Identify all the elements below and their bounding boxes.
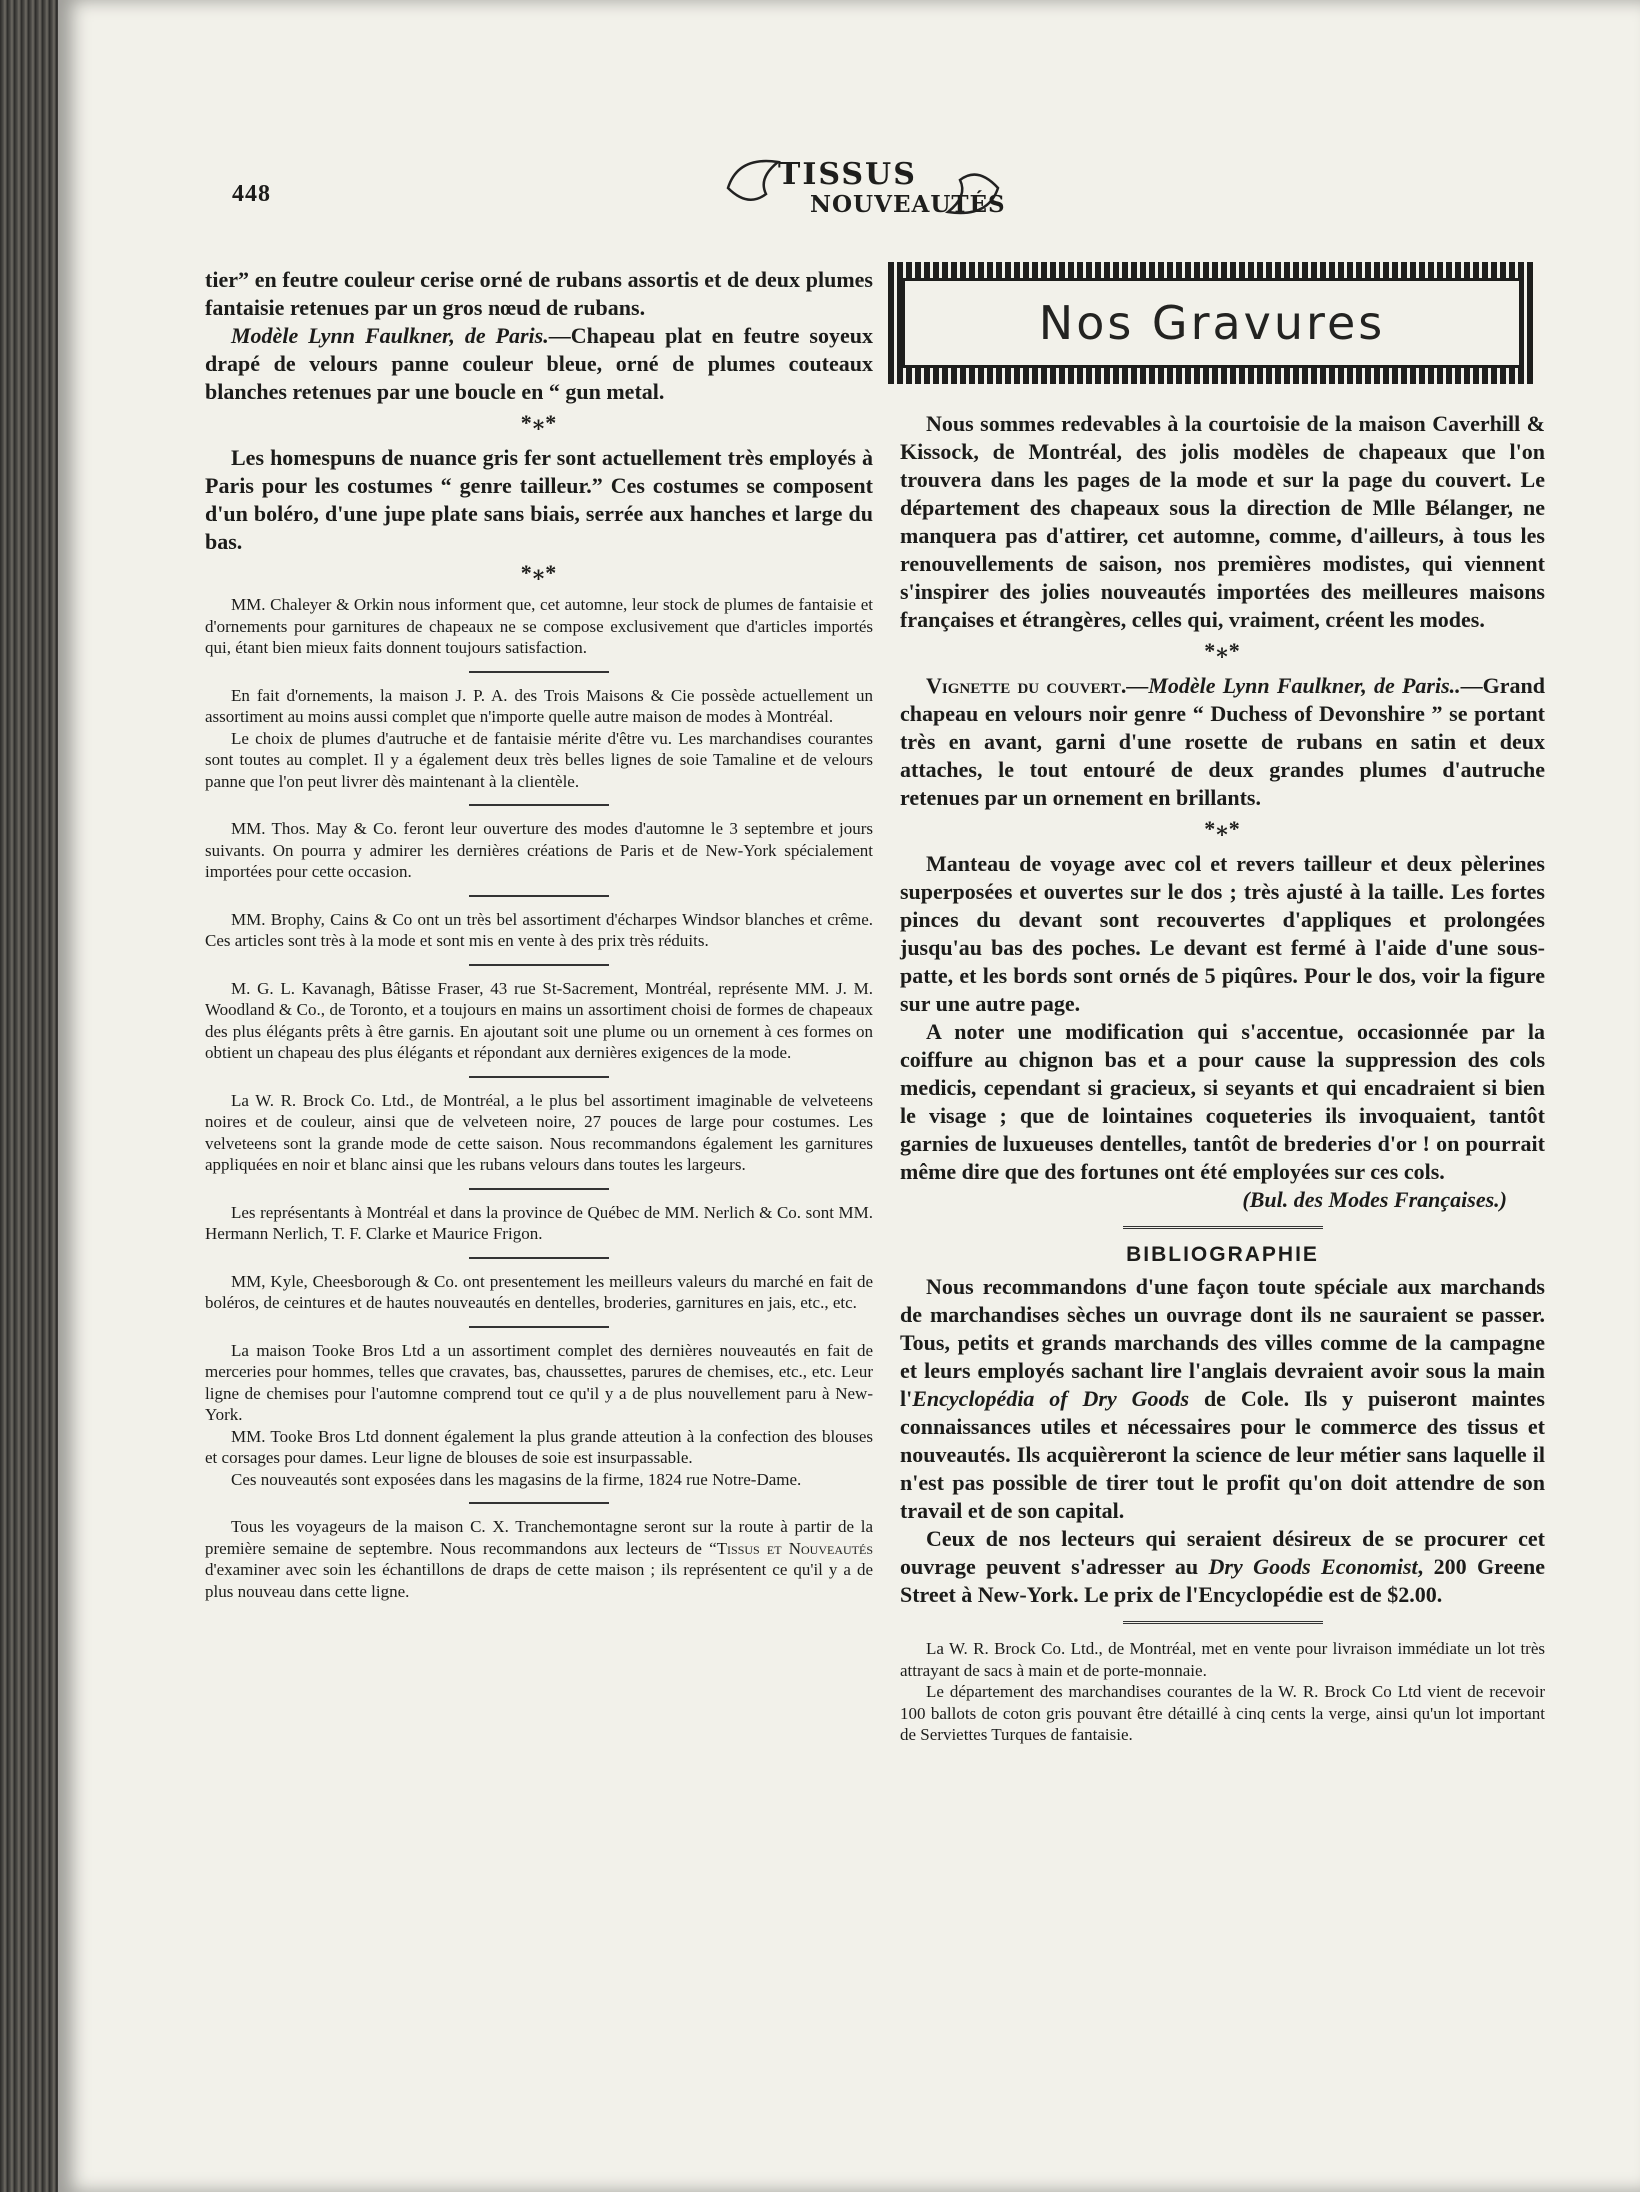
paragraph: A noter une modification qui s'accentue, occasionnée par la coiffure au chignon bas et a pour cause la suppression des cols medicis, cependant si gracieux, si seyants et qui encadraient si bien le visage ; que de lointaines coqueteries ils invoquaient, tantôt garnies de luxueuses dentelles, tantôt de brederies d'or ! on pourrait même dire que des fortunes ont été employées sur ces cols. [900,1019,1545,1184]
section-separator: *⁎* [1204,816,1241,841]
left-column [205,266,873,1602]
masthead-line1: TISSUS [778,157,917,192]
divider [1123,1621,1323,1626]
paragraph: Les homespuns de nuance gris fer sont actuellement très employés à Paris pour les costumes “ genre tailleur.” Ces costumes se composent d'un boléro, d'une jupe plate sans biais, serrée aux hanches et large du bas. [205,445,873,554]
section-heading: BIBLIOGRAPHIE [1126,1243,1319,1266]
divider [469,804,609,806]
divider [469,964,609,966]
section-separator: *⁎* [520,410,558,435]
right-column [900,410,1545,1746]
news-item: M. G. L. Kavanagh, Bâtisse Fraser, 43 rue St-Sacrement, Montréal, représente MM. J. M. Woodland & Co., de Toronto, et a toujours en mains un assortiment choisi de formes de chapeaux des plus élégants prêts à être garnis. En ajoutant soit une plume ou un ornement à ces formes on obtient un chapeau des plus élégants et répondant aux dernières exigences de la mode. [205,978,873,1062]
banner-title: Nos Gravures [1038,296,1386,350]
paragraph: Manteau de voyage avec col et revers tailleur et deux pèlerines superposées et ouvertes sur le dos ; très ajusté à la taille. Les fortes pinces du devant sont recouvertes d'appliques et prolongées jusqu'au bas des poches. Le devant est fermé à l'aide d'une sous-patte, et les bords sont ornés de 5 piqûres. Pour le dos, voir la figure sur une autre page. [900,851,1545,1016]
banner-frame [902,278,1522,368]
news-item: La W. R. Brock Co. Ltd., de Montréal, a le plus bel assortiment imaginable de velveteens noires et de couleur, ainsi que de velveteen noire, 27 pouces de large pour costumes. Les velveteens sont la grande mode de cette saison. Nous recommandons également les garnitures appliquées en noir et blanc ainsi que les rubans velours dans toutes les largeurs. [205,1090,873,1174]
paragraph: Nous recommandons d'une façon toute spéciale aux marchands de marchandises sèches un ouvrage dont ils ne sauraient se passer. Tous, petits et grands marchands des villes comme de la campagne et leurs employés sachant lire l'anglais devraient avoir sous la main l'Encyclopédia of Dry Goods de Cole. Ils y puiseront maintes connaissances utiles et nécessaires pour le commerce des tissus et nouveautés. Ils acquièreront la science de leur métier sans laquelle il n'est pas possible de tirer tout le profit qu'on doit attendre de son travail et de son capital. [900,1274,1545,1523]
divider [469,1502,609,1504]
publication-name: Tissus et Nouveautés [716,1538,874,1558]
news-item: MM. Tooke Bros Ltd donnent également la plus grande atteution à la confection des blouses et corsages pour dames. Leur ligne de blouses de soie est insurpassable. [205,1426,873,1467]
model-title: —Modèle Lynn Faulkner, de Paris.. [1126,673,1461,698]
news-item: MM, Kyle, Cheesborough & Co. ont presentement les meilleurs valeurs du marché en fait de boléros, de ceintures et de hautes nouveautés en dentelles, broderies, garnitures en jais, etc., etc. [205,1271,873,1312]
section-banner [888,262,1536,384]
masthead-line2: NOUVEAUTÉS [810,191,1006,218]
divider [469,1326,609,1328]
divider [469,895,609,897]
divider [469,1076,609,1078]
news-item: MM. Thos. May & Co. feront leur ouverture des modes d'automne le 3 septembre et jours suivants. On pourra y admirer les dernières créations de Paris et de New-York spécialement importées pour cette occasion. [205,819,873,881]
news-item: Les représentants à Montréal et dans la province de Québec de MM. Nerlich & Co. sont MM. Hermann Nerlich, T. F. Clarke et Maurice Frigon. [205,1202,873,1243]
news-item: Le choix de plumes d'autruche et de fantaisie mérite d'être vu. Les marchandises courantes sont toutes au complet. Il y a également deux très belles lignes de soie Tamaline et de velours panne que l'on peut livrer dès maintenant à la clientèle. [205,728,873,791]
masthead-logo [718,148,1008,226]
news-item: Tous les voyageurs de la maison C. X. Tranchemontagne seront sur la route à partir de la première semaine de septembre. Nous recommandons aux lecteurs de “Tissus et Nouveautés d'examiner avec soin les échantillons de draps de cette maison ; ils représentent ce qu'il y a de plus nouveau dans cette ligne. [205,1517,874,1601]
source-attribution: (Bul. des Modes Françaises.) [1242,1187,1507,1212]
paragraph: Ceux de nos lecteurs qui seraient désireux de se procurer cet ouvrage peuvent s'adresser au Dry Goods Economist, 200 Greene Street à New-York. Le prix de l'Encyclopédie est de $2.00. [900,1526,1545,1607]
news-item: Ces nouveautés sont exposées dans les magasins de la firme, 1824 rue Notre-Dame. [231,1469,802,1489]
paragraph: Vignette du couvert.—Modèle Lynn Faulkner, de Paris..—Grand chapeau en velours noir genre “ Duchess of Devonshire ” se portant très en avant, garni d'une rosette de rubans en satin et deux attaches, le tout entouré de deux grandes plumes d'autruche retenues par un ornement en brillants. [900,673,1546,810]
paragraph: tier” en feutre couleur cerise orné de rubans assortis et de deux plumes fantaisie retenues par un gros nœud de rubans. [205,267,873,320]
book-binding-edge [0,0,60,2192]
news-item: En fait d'ornements, la maison J. P. A. des Trois Maisons & Cie possède actuellement un assortiment au moins aussi complet que n'importe quelle autre maison de modes à Montréal. [205,685,873,726]
page-number: 448 [232,181,271,207]
cover-vignette-label: Vignette du couvert. [926,673,1127,698]
divider [469,1188,609,1190]
section-separator: *⁎* [520,560,558,585]
news-item: MM. Brophy, Cains & Co ont un très bel assortiment d'écharpes Windsor blanches et crême. Ces articles sont très à la mode et sont mis en vente à des prix très réduits. [205,909,873,950]
paragraph: Nous sommes redevables à la courtoisie de la maison Caverhill & Kissock, de Montréal, des jolis modèles de chapeaux que l'on trouvera dans les pages de la mode et sur la page du couvert. Le département des chapeaux sous la direction de Mlle Bélanger, ne manquera pas d'attirer, cet automne, comme, d'ailleurs, à tous les renouvellements de saison, nos premières modistes, qui viennent s'inspirer des jolies nouveautés importées des meilleures maisons françaises et étrangères, celles qui, vraiment, créent les modes. [900,411,1545,632]
news-item: MM. Chaleyer & Orkin nous informent que, cet automne, leur stock de plumes de fantaisie et d'ornements pour garnitures de chapeaux ne se compose exclusivement que d'articles importés qui, étant bien mieux faits donnent toujours satisfaction. [205,595,873,657]
divider [1123,1226,1323,1231]
section-separator: *⁎* [1204,638,1241,663]
paragraph: Modèle Lynn Faulkner, de Paris.—Chapeau plat en feutre soyeux drapé de velours panne couleur bleue, orné de plumes couteaux blanches retenues par une boucle en “ gun metal. [205,323,873,404]
publication-name: Dry Goods Economist [1208,1554,1418,1579]
news-item: La W. R. Brock Co. Ltd., de Montréal, met en vente pour livraison immédiate un lot très attrayant de sacs à main et de porte-monnaie. [900,1639,1545,1680]
news-item: La maison Tooke Bros Ltd a un assortiment complet des dernières nouveautés en fait de merceries pour hommes, telles que cravates, bas, chaussettes, parures de chemises, etc., etc. Leur ligne de chemises pour l'automne comprend tout ce qu'il y a de plus nouvellement paru à New-York. [205,1340,873,1424]
model-title: Modèle Lynn Faulkner, de Paris. [231,323,549,348]
news-item: Le département des marchandises courantes de la W. R. Brock Co Ltd vient de recevoir 100 ballots de coton gris pouvant être détaillé à cinq cents la verge, ainsi qu'un lot important de Serviettes Turques de fantaisie. [900,1682,1545,1744]
divider [469,1257,609,1259]
book-title: Encyclopédia of Dry Goods [912,1386,1190,1411]
divider [469,671,609,673]
